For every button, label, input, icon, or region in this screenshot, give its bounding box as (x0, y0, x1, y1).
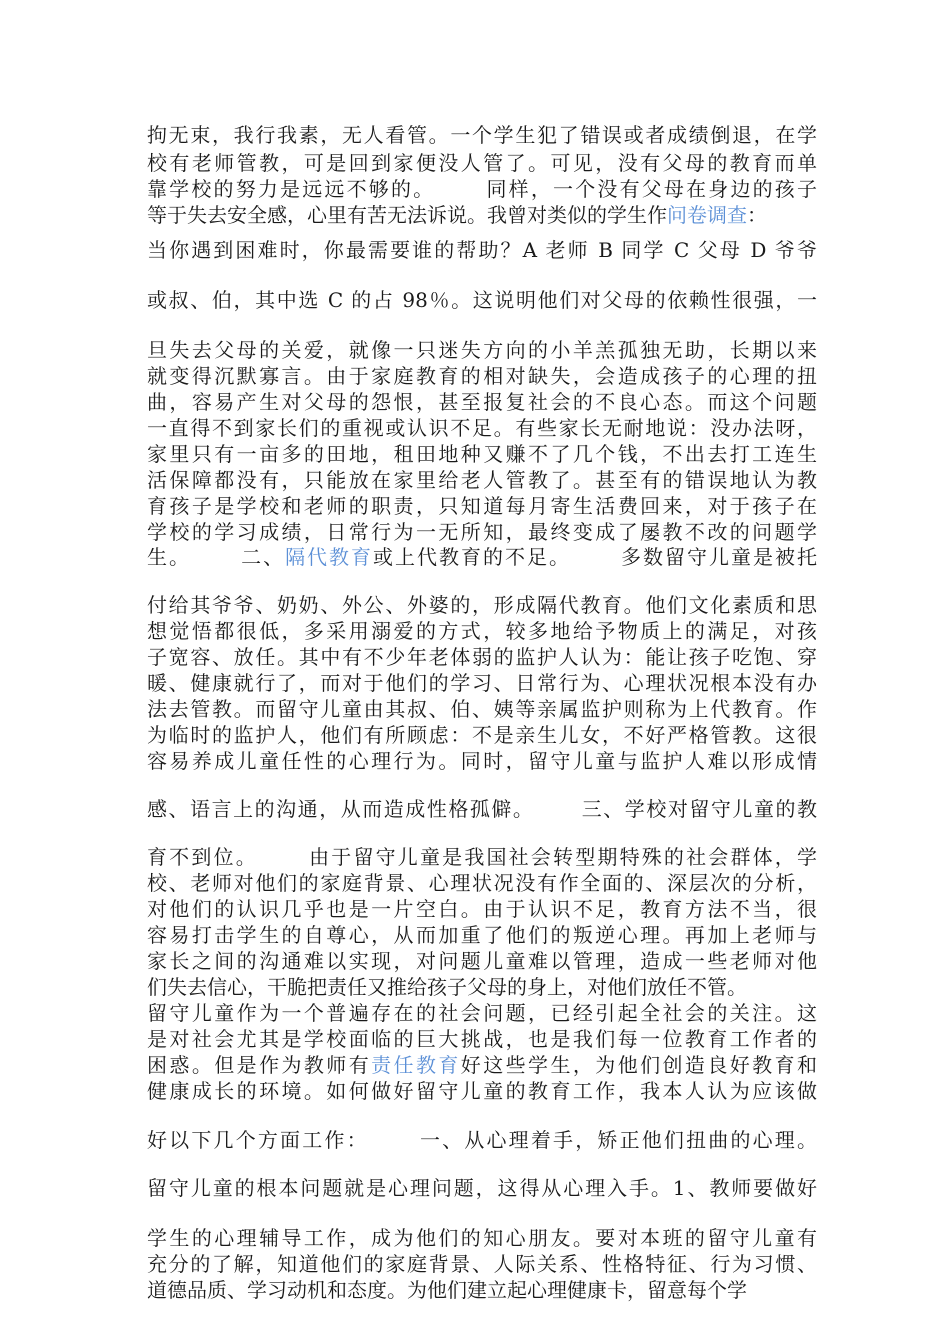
text-line (147, 923, 817, 948)
text-segment: 育不到位。 由于留守儿童是我国社会转型期特殊的社会群体，学 (147, 845, 817, 869)
text-line (147, 442, 817, 467)
text-segment: 是对社会尤其是学校面临的巨大挑战，也是我们每一位教育工作者的 (147, 1027, 817, 1051)
text-line (147, 468, 817, 493)
text-line (147, 520, 817, 545)
text-line (147, 494, 817, 519)
text-segment: 好这些学生，为他们创造良好教育和 (460, 1053, 818, 1077)
text-segment: 校有老师管教，可是回到家便没人管了。可见，没有父母的教育而单 (147, 151, 817, 175)
text-line (147, 619, 817, 644)
text-line (147, 845, 817, 870)
text-line (147, 1079, 817, 1104)
text-segment: 子宽容、放任。其中有不少年老体弱的监护人认为：能让孩子吃饱、穿 (147, 645, 817, 669)
text-segment: 一直得不到家长们的重视或认识不足。有些家长无耐地说：没办法呀， (147, 416, 817, 440)
text-line (147, 1176, 817, 1201)
text-segment: 等于失去安全感，心里有苦无法诉说。我曾对类似的学生作 (147, 203, 667, 227)
text-segment: 当你遇到困难时，你最需要谁的帮助？A 老师 B 同学 C 父母 D 爷爷 (147, 238, 817, 262)
text-line (147, 390, 817, 415)
text-segment: 曲，容易产生对父母的怨恨，甚至报复社会的不良心态。而这个问题 (147, 390, 817, 414)
text-segment: 生。 二、 (147, 545, 286, 569)
text-line (147, 545, 817, 570)
hyperlink[interactable]: 责任教育 (371, 1053, 461, 1077)
text-segment: 容易打击学生的自尊心，从而加重了他们的叛逆心理。再加上老师与 (147, 923, 817, 947)
text-line (147, 1027, 817, 1052)
text-line (147, 949, 817, 974)
text-line (147, 123, 817, 148)
text-segment: 就变得沉默寡言。由于家庭教育的相对缺失，会造成孩子的心理的扭 (147, 364, 817, 388)
text-segment: 靠学校的努力是远远不够的。 同样，一个没有父母在身边的孩子 (147, 177, 817, 201)
text-line (147, 749, 817, 774)
text-line (147, 897, 817, 922)
text-line (147, 797, 817, 822)
text-segment: 育孩子是学校和老师的职责，只知道每月寄生活费回来，对于孩子在 (147, 494, 817, 518)
text-segment: 拘无束，我行我素，无人看管。一个学生犯了错误或者成绩倒退，在学 (147, 123, 817, 147)
text-segment: 家里只有一亩多的田地，租田地种又赚不了几个钱，不出去打工连生 (147, 442, 817, 466)
text-segment: 道德品质、学习动机和态度。为他们建立起心理健康卡，留意每个学 (147, 1278, 747, 1302)
text-line (147, 177, 817, 202)
text-segment: 为临时的监护人，他们有所顾虑：不是亲生儿女，不好严格管教。这很 (147, 723, 817, 747)
text-segment: ： (747, 203, 767, 227)
text-line (147, 238, 817, 263)
text-line (147, 1053, 817, 1078)
text-segment: 留守儿童的根本问题就是心理问题，这得从心理入手。1、教师要做好 (147, 1176, 817, 1200)
text-segment: 活保障都没有，只能放在家里给老人管教了。甚至有的错误地认为教 (147, 468, 817, 492)
text-segment: 容易养成儿童任性的心理行为。同时，留守儿童与监护人难以形成情 (147, 749, 817, 773)
text-segment: 学校的学习成绩，日常行为一无所知，最终变成了屡教不改的问题学 (147, 520, 817, 544)
text-segment: 校、老师对他们的家庭背景、心理状况没有作全面的、深层次的分析， (147, 871, 817, 895)
text-segment: 想觉悟都很低，多采用溺爱的方式，较多地给予物质上的满足，对孩 (147, 619, 817, 643)
text-segment: 好以下几个方面工作： 一、从心理着手，矫正他们扭曲的心理。 (147, 1128, 817, 1152)
text-segment: 暖、健康就行了，而对于他们的学习、日常行为、心理状况根本没有办 (147, 671, 817, 695)
text-line (147, 1226, 817, 1251)
text-segment: 困惑。但是作为教师有 (147, 1053, 372, 1077)
text-line (147, 723, 817, 748)
text-segment: 或上代教育的不足。 多数留守儿童是被托 (373, 545, 817, 569)
text-line (147, 338, 817, 363)
text-line (147, 697, 817, 722)
text-segment: 健康成长的环境。如何做好留守儿童的教育工作，我本人认为应该做 (147, 1079, 817, 1103)
text-segment: 留守儿童作为一个普遍存在的社会问题，已经引起全社会的关注。这 (147, 1001, 817, 1025)
text-segment: 感、语言上的沟通，从而造成性格孤僻。 三、学校对留守儿童的教 (147, 797, 817, 821)
text-line (147, 871, 817, 896)
text-line (147, 288, 817, 313)
text-line (147, 1001, 817, 1026)
text-segment: 旦失去父母的关爱，就像一只迷失方向的小羊羔孤独无助，长期以来 (147, 338, 817, 362)
text-line (147, 671, 817, 696)
text-line (147, 1252, 817, 1277)
text-line (147, 203, 817, 228)
text-line (147, 593, 817, 618)
text-segment: 充分的了解，知道他们的家庭背景、人际关系、性格特征、行为习惯、 (147, 1252, 817, 1276)
text-segment: 法去管教。而留守儿童由其叔、伯、姨等亲属监护则称为上代教育。作 (147, 697, 817, 721)
text-segment: 学生的心理辅导工作，成为他们的知心朋友。要对本班的留守儿童有 (147, 1226, 817, 1250)
text-segment: 家长之间的沟通难以实现，对问题儿童难以管理，造成一些老师对他 (147, 949, 817, 973)
text-segment: 们失去信心，干脆把责任又推给孩子父母的身上，对他们放任不管。 (147, 975, 747, 999)
text-line (147, 645, 817, 670)
text-segment: 或叔、伯，其中选 C 的占 98％。这说明他们对父母的依赖性很强，一 (147, 288, 817, 312)
text-segment: 对他们的认识几乎也是一片空白。由于认识不足，教育方法不当，很 (147, 897, 817, 921)
hyperlink[interactable]: 隔代教育 (285, 545, 374, 569)
text-line (147, 975, 817, 1000)
text-line (147, 416, 817, 441)
text-segment: 付给其爷爷、奶奶、外公、外婆的，形成隔代教育。他们文化素质和思 (147, 593, 817, 617)
text-line (147, 364, 817, 389)
text-line (147, 1128, 817, 1153)
hyperlink[interactable]: 问卷调查 (667, 203, 747, 227)
text-line (147, 151, 817, 176)
text-line (147, 1278, 817, 1303)
